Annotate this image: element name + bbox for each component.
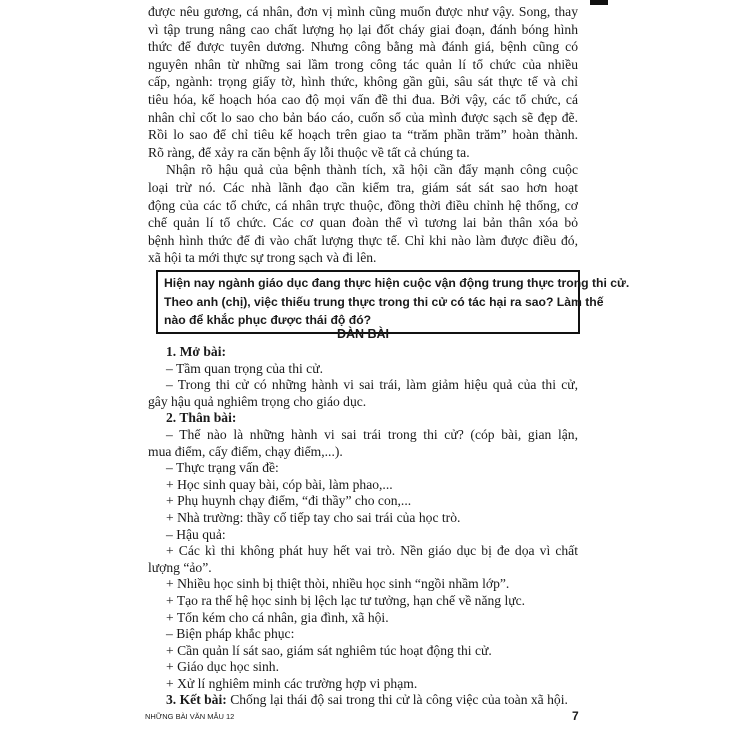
text-line: Rõ ràng, để xảy ra căn bệnh ấy lỗi thuộc về tất cả chúng ta.	[148, 144, 470, 160]
text-line: xã hội ta mới thực sự trong sạch và đi lên.	[148, 250, 377, 266]
outline-line: + Phụ huynh chạy điểm, “đi thầy” cho con,...	[166, 493, 412, 509]
outline-line: + Xử lí nghiêm minh các trường hợp vi phạm.	[166, 675, 418, 691]
text-line: vì tập trung nâng cao chất lượng họ lại đốt cháy giai đoạn, đánh bóng hình	[148, 21, 578, 37]
text-line: thức để được tuyên dương. Nhưng công bằng mà đánh giá, bệnh cũng có	[148, 39, 578, 55]
text-line: bệnh hình thức để đi vào chất lượng thực tế. Chỉ khi nào làm được điều đó,	[148, 232, 578, 248]
outline-line: + Nhiều học sinh bị thiệt thòi, nhiều học sinh “ngồi nhầm lớp”.	[166, 576, 510, 592]
outline-line: – Thế nào là những hành vi sai trái trong thi cử? (cóp bài, gian lận,	[166, 426, 578, 442]
book-title-footer: NHỮNG BÀI VĂN MẪU 12	[145, 712, 235, 721]
text-line: nhân chỉ cốt lo sao cho bản báo cáo, cuốn sổ của mình được sạch sẽ đẹp đẽ.	[148, 109, 578, 125]
text-line: Nhận rõ hậu quả của bệnh thành tích, xã hội cần đẩy mạnh công cuộc	[166, 162, 578, 178]
question-line: Theo anh (chị), việc thiếu trung thực trong thi cử có tác hại ra sao? Làm thế	[164, 294, 604, 309]
outline-line: + Học sinh quay bài, cóp bài, làm phao,...	[166, 476, 393, 492]
outline-line: + Các kì thi không phát huy hết vai trò. Nền giáo dục bị đe dọa vì chất	[166, 543, 578, 559]
conclusion-text: Chống lại thái độ sai trong thi cử là công việc của toàn xã hội.	[226, 692, 568, 708]
section-heading-text: 1. Mở bài:	[166, 344, 227, 359]
text-line: loại trừ nó. Các nhà lãnh đạo cần kiểm tra, giám sát sát sao hơn hoạt	[148, 179, 578, 195]
outline-line: – Trong thi cử có những hành vi sai trái, làm giảm hiệu quả của thi cử,	[166, 377, 578, 393]
section-heading-text: 2. Thân bài:	[166, 410, 237, 426]
outline-line: – Biện pháp khắc phục:	[166, 626, 295, 642]
scan-mark	[590, 0, 608, 5]
section-heading	[148, 410, 578, 427]
section-heading-text: 3. Kết bài:	[166, 692, 227, 708]
text-line: động của các tổ chức, cá nhân trực thuộc, đồng thời điều chỉnh hệ thống, cơ	[148, 197, 578, 213]
section-heading	[148, 344, 578, 361]
outline-line: + Cần quản lí sát sao, giám sát nghiêm túc hoạt động thi cử.	[166, 642, 492, 658]
text-line: nguyên nhân từ những sai lầm trong công tác quản lí tổ chức của nhiều	[148, 56, 578, 72]
outline-line: + Tốn kém cho cá nhân, gia đình, xã hội.	[166, 609, 389, 625]
outline-line: + Tạo ra thế hệ học sinh bị lệch lạc tư tưởng, hạn chế về năng lực.	[166, 592, 526, 608]
outline	[148, 344, 578, 709]
page-number: 7	[572, 709, 579, 723]
question-line: nào để khắc phục được thái độ đó?	[164, 313, 372, 327]
outline-line: – Tầm quan trọng của thi cử.	[166, 360, 323, 376]
outline-line: gây hậu quả nghiêm trọng cho giáo dục.	[148, 393, 367, 409]
outline-line: + Nhà trường: thầy cố tiếp tay cho sai trái của học trò.	[166, 509, 461, 525]
text-line: cấp, ngành: trọng giấy tờ, hình thức, không gần gũi, sâu sát thực tế và chỉ	[148, 74, 578, 90]
body-text	[148, 3, 578, 267]
question-box	[156, 270, 630, 334]
text-line: được nêu gương, cá nhân, đơn vị mình cũng muốn được như vậy. Song, thay	[148, 4, 578, 19]
outline-line: + Giáo dục học sinh.	[166, 659, 279, 675]
outline-line: – Hậu quả:	[166, 526, 226, 542]
text-line: tiêu hóa, kế hoạch hóa cao độ mọi vấn đề thi đua. Bởi vậy, các tổ chức, cá	[148, 91, 578, 107]
outline-title: DÀN BÀI	[336, 327, 390, 341]
outline-line: mua điểm, cấy điểm, chạy điểm,...).	[148, 443, 343, 459]
question-line: Hiện nay ngành giáo dục đang thực hiện cuộc vận động trung thực trong thi cử.	[164, 276, 630, 290]
outline-line: – Thực trạng vấn đề:	[166, 460, 279, 476]
conclusion-line	[148, 692, 578, 709]
text-line: chế quản lí tổ chức. Các cơ quan đoàn thể vì tương lai bản thân xóa bỏ	[148, 215, 578, 231]
text-line: Rồi lo sao để chỉ tiêu kế hoạch trên giao ta “trăm phần trăm” hoàn thành.	[148, 127, 578, 143]
outline-line: lượng “ảo”.	[148, 559, 212, 575]
